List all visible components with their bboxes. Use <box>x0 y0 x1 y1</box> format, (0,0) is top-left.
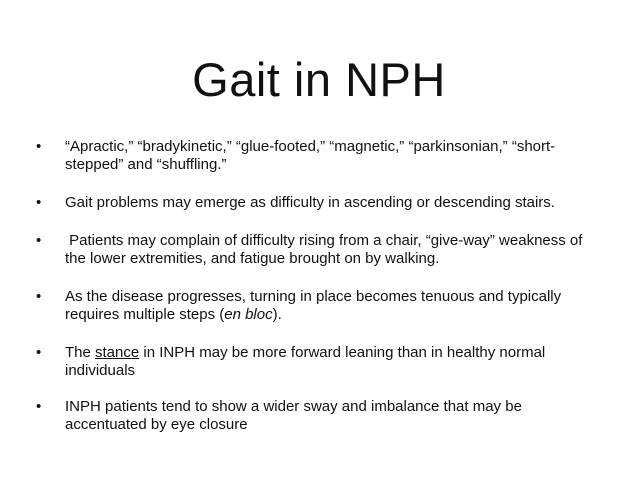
bullet-text <box>65 288 596 324</box>
bullet-text: Patients may complain of difficulty rising from a chair, “give-way” weakness of the lower extremities, and fatigue brought on by walking. <box>65 232 587 267</box>
bullet-icon: • <box>36 398 42 415</box>
bullet-text-end: ). <box>272 306 282 323</box>
bullet-text <box>65 344 596 380</box>
underlined-term: stance <box>95 344 140 361</box>
bullet-item-6 <box>36 398 596 434</box>
bullet-icon: • <box>36 194 42 211</box>
bullet-item-2 <box>36 194 596 212</box>
bullet-text-start: As the disease progresses, turning in place becomes tenuous and typically requires multiple steps ( <box>65 288 562 323</box>
bullet-item-1 <box>36 138 596 174</box>
bullet-text: “Apractic,” “bradykinetic,” “glue-footed,” “magnetic,” “parkinsonian,” “short-stepped” and “shuffling.” <box>65 138 556 173</box>
bullet-item-4 <box>36 288 596 324</box>
bullet-text-start: The <box>65 344 96 361</box>
bullet-item-3 <box>36 232 596 268</box>
bullet-item-5 <box>36 344 596 380</box>
bullet-icon: • <box>36 138 42 155</box>
bullet-icon: • <box>36 232 42 249</box>
bullet-icon: • <box>36 344 42 361</box>
bullet-icon: • <box>36 288 42 305</box>
bullet-text: Gait problems may emerge as difficulty in ascending or descending stairs. <box>65 194 555 211</box>
bullet-text-end: in INPH may be more forward leaning than in healthy normal individuals <box>65 344 550 379</box>
bullet-text: INPH patients tend to show a wider sway and imbalance that may be accentuated by eye closure <box>65 398 522 433</box>
slide-title: Gait in NPH <box>192 53 446 106</box>
italic-term: en bloc <box>224 306 273 323</box>
